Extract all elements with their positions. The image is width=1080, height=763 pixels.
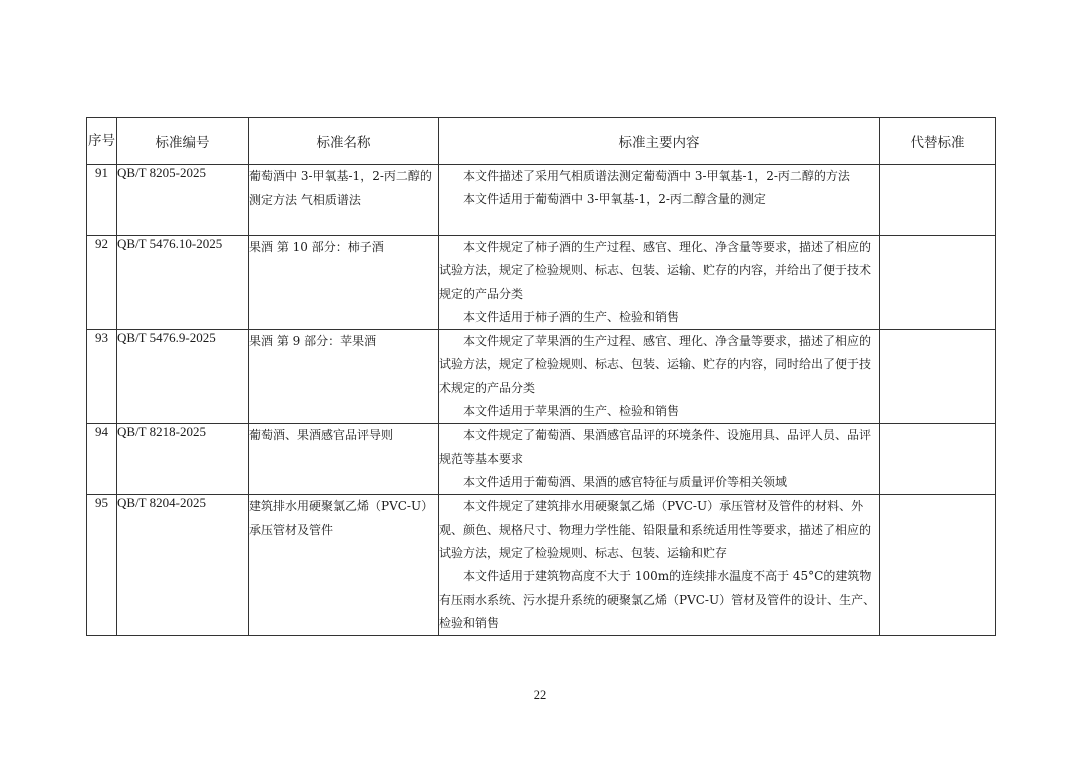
replaced-standard <box>880 495 996 636</box>
content-paragraph: 本文件描述了采用气相质谱法测定葡萄酒中 3-甲氧基-1，2-丙二醇的方法 <box>463 169 850 183</box>
content-paragraph: 本文件规定了柿子酒的生产过程、感官、理化、净含量等要求，描述了相应的试验方法，规定了检验规则、标志、包装、运输、贮存的内容，并给出了便于技术规定的产品分类 <box>439 240 872 301</box>
row-number: 91 <box>87 165 117 236</box>
header-seq: 序号 <box>87 118 117 165</box>
standard-content <box>439 165 880 236</box>
content-paragraph: 本文件适用于柿子酒的生产、检验和销售 <box>463 309 680 324</box>
content-paragraph: 本文件规定了苹果酒的生产过程、感官、理化、净含量等要求，描述了相应的试验方法，规定了检验规则、标志、包装、运输、贮存的内容，同时给出了便于技术规定的产品分类 <box>439 334 872 395</box>
replaced-standard <box>880 165 996 236</box>
content-paragraph: 本文件规定了建筑排水用硬聚氯乙烯（PVC-U）承压管材及管件的材料、外观、颜色、规格尺寸、物理力学性能、铅限量和系统适用性等要求，描述了相应的试验方法，规定了检验规则、标志、包装、运输和贮存 <box>439 499 872 560</box>
table-row <box>87 424 996 495</box>
table-row <box>87 236 996 330</box>
replaced-standard <box>880 330 996 424</box>
standard-code: QB/T 8205-2025 <box>117 165 249 236</box>
standard-code: QB/T 5476.9-2025 <box>117 330 249 424</box>
standard-content <box>439 236 880 330</box>
content-paragraph: 本文件适用于葡萄酒、果酒的感官特征与质量评价等相关领域 <box>463 474 788 489</box>
standard-name: 果酒 第 9 部分：苹果酒 <box>249 330 439 424</box>
standard-content <box>439 330 880 424</box>
table-row <box>87 165 996 236</box>
content-paragraph: 本文件适用于葡萄酒中 3-甲氧基-1，2-丙二醇含量的测定 <box>463 192 766 207</box>
standard-content <box>439 495 880 636</box>
standard-code: QB/T 5476.10-2025 <box>117 236 249 330</box>
standard-content <box>439 424 880 495</box>
standard-name: 果酒 第 10 部分：柿子酒 <box>249 236 439 330</box>
standard-code: QB/T 8204-2025 <box>117 495 249 636</box>
row-number: 95 <box>87 495 117 636</box>
row-number: 92 <box>87 236 117 330</box>
row-number: 94 <box>87 424 117 495</box>
table-header-row <box>87 118 996 165</box>
header-name: 标准名称 <box>249 118 439 165</box>
header-content: 标准主要内容 <box>439 118 880 165</box>
table-row <box>87 330 996 424</box>
page-number: 22 <box>533 688 547 702</box>
standard-name: 葡萄酒中 3-甲氧基-1，2-丙二醇的测定方法 气相质谱法 <box>249 165 439 236</box>
standard-code: QB/T 8218-2025 <box>117 424 249 495</box>
content-paragraph: 本文件适用于苹果酒的生产、检验和销售 <box>463 404 680 419</box>
table-row <box>87 495 996 636</box>
replaced-standard <box>880 424 996 495</box>
standard-name: 建筑排水用硬聚氯乙烯（PVC-U）承压管材及管件 <box>249 495 439 636</box>
header-code: 标准编号 <box>117 118 249 165</box>
content-paragraph: 本文件适用于建筑物高度不大于 100m的连续排水温度不高于 45°C的建筑物有压雨水系统、污水提升系统的硬聚氯乙烯（PVC-U）管材及管件的设计、生产、检验和销售 <box>439 569 876 630</box>
content-paragraph: 本文件规定了葡萄酒、果酒感官品评的环境条件、设施用具、品评人员、品评规范等基本要求 <box>439 428 872 466</box>
standard-name: 葡萄酒、果酒感官品评导则 <box>249 424 439 495</box>
row-number: 93 <box>87 330 117 424</box>
replaced-standard <box>880 236 996 330</box>
header-replaces: 代替标准 <box>880 118 996 165</box>
standards-table <box>86 117 996 636</box>
